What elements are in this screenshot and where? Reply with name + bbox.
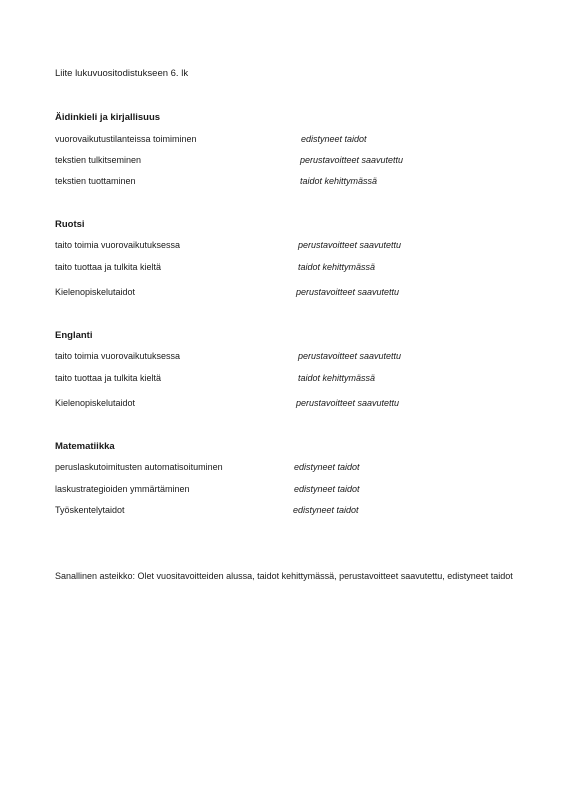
skill-grade: edistyneet taidot xyxy=(301,134,367,144)
skill-label: peruslaskutoimitusten automatisoituminen xyxy=(55,462,223,472)
skill-grade: taidot kehittymässä xyxy=(300,176,378,186)
skill-grade: taidot kehittymässä xyxy=(298,262,376,272)
skill-label: taito toimia vuorovaikutuksessa xyxy=(55,351,181,361)
skill-label: laskustrategioiden ymmärtäminen xyxy=(55,484,190,494)
section-heading: Matematiikka xyxy=(55,441,115,452)
skill-label: taito toimia vuorovaikutuksessa xyxy=(55,240,181,250)
skill-grade: taidot kehittymässä xyxy=(298,373,376,383)
skill-grade: edistyneet taidot xyxy=(294,484,360,494)
skill-label: taito tuottaa ja tulkita kieltä xyxy=(55,262,162,272)
skill-grade: edistyneet taidot xyxy=(293,505,359,515)
grading-scale-note: Sanallinen asteikko: Olet vuositavoitteiden alussa, taidot kehittymässä, perustavoitteet saavutettu, edistyneet taidot xyxy=(55,571,513,581)
section-heading: Äidinkieli ja kirjallisuus xyxy=(55,112,161,123)
skill-label: tekstien tulkitseminen xyxy=(55,155,142,165)
skill-grade: perustavoitteet saavutettu xyxy=(300,155,404,165)
section-heading: Ruotsi xyxy=(55,219,85,230)
skill-label: taito tuottaa ja tulkita kieltä xyxy=(55,373,162,383)
skill-grade: perustavoitteet saavutettu xyxy=(298,240,402,250)
skill-label: vuorovaikutustilanteissa toimiminen xyxy=(55,134,197,144)
document-intro: Liite lukuvuositodistukseen 6. lk xyxy=(55,68,189,79)
skill-grade: perustavoitteet saavutettu xyxy=(296,287,400,297)
skill-label: tekstien tuottaminen xyxy=(55,176,136,186)
skill-grade: perustavoitteet saavutettu xyxy=(298,351,402,361)
skill-label: Kielenopiskelutaidot xyxy=(55,398,136,408)
section-heading: Englanti xyxy=(55,330,93,341)
skill-grade: perustavoitteet saavutettu xyxy=(296,398,400,408)
skill-label: Työskentelytaidot xyxy=(55,505,125,515)
skill-label: Kielenopiskelutaidot xyxy=(55,287,136,297)
skill-grade: edistyneet taidot xyxy=(294,462,360,472)
